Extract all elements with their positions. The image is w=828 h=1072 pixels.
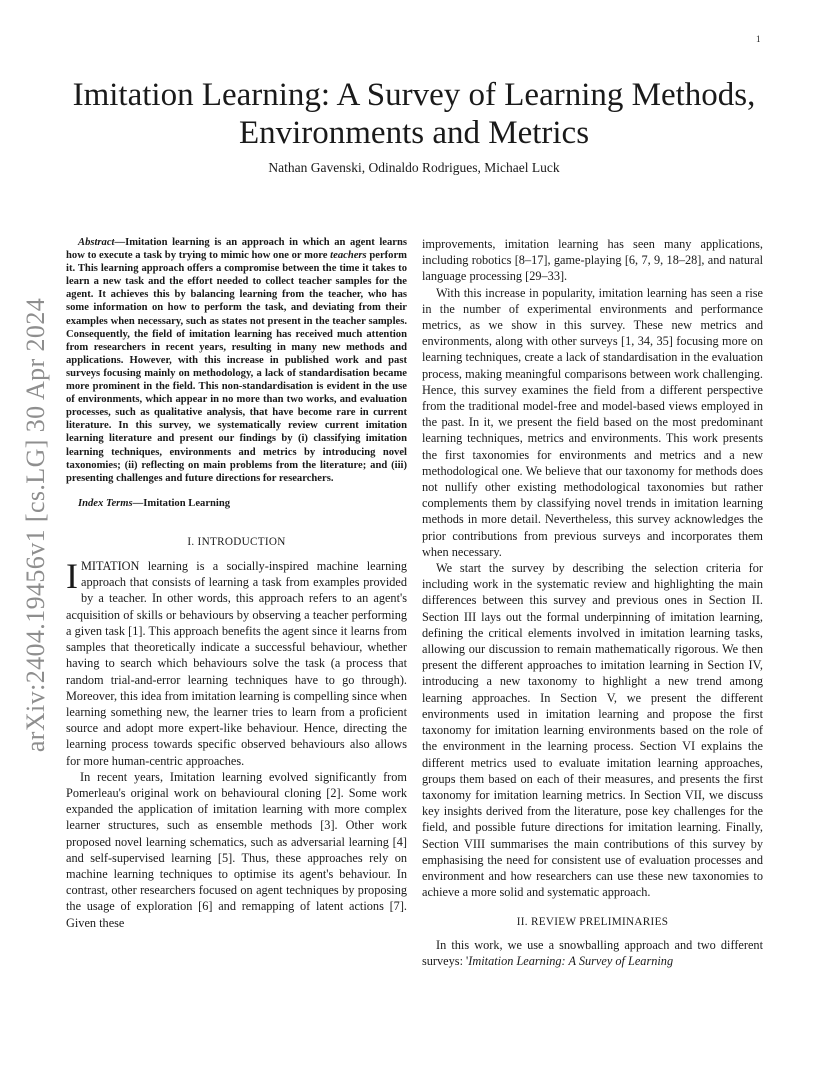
body-paragraph-1: improvements, imitation learning has seen many applications, including robotics [8–17], game-playing [6, 7, 9, 18–28], and natural language processing [29–33]. [422,237,763,284]
body-paragraph-4 [422,937,763,969]
drop-cap: I [66,556,78,597]
paper-title: Imitation Learning: A Survey of Learning Methods, Environments and Metrics [72,77,756,151]
section-numeral: I. [187,535,198,548]
abstract-label: Abstract [78,237,115,248]
abstract [66,236,407,485]
abstract-text-continued: perform it. This learning approach offers a compromise between the time it takes to learn a new task and the effort needed to collect teacher samples for the agent. It achieves this by balancing learning from the teacher, who has some information on how to perform the task, and deviating from their examples when necessary, such as states not present in the teacher samples. Consequently, the field of imitation learning has received much attention from researchers in recent years, resulting in many new methods and applications. However, with this increase in published work and past surveys focusing mainly on methodology, a lack of standardisation became more prominent in the field. This non-standardisation is evident in the use of environments, which appear in no more than two works, and evaluation processes, such as qualitative analysis, that have become rare in current literature. In this survey, we systematically review current imitation learning literature and present our findings by (i) classifying imitation learning techniques, environments and metrics by introducing novel taxonomies; (ii) reflecting on main problems from the literature; and (iii) presenting challenges and future directions for researchers. [66,250,407,484]
abstract-text: —Imitation learning is an approach in which an agent learns how to execute a task by trying to mimic how one or more [66,237,407,262]
section-initial: I [197,535,202,548]
body-paragraph-4-text: In this work, we use a snowballing approach and two different surveys: ' [422,937,763,968]
abstract-emphasis: teachers [330,250,367,262]
intro-paragraph-1-text: MITATION learning is a socially-inspired machine learning approach that consists of learning a task from examples provided by a teacher. In other words, this approach refers to an agent's acquisition of skills or behaviours by observing a teacher performing a given task [1]. This approach benefits the agent since it learns from samples that theoretically indicate a successful behaviour, whether having to search which behaviours solve the task (a process that random trial-and-error learning techniques have to go through). Moreover, this idea from imitation learning is compelling since when learning something new, the learner tries to learn from a proficient source and adopt more expert-like behaviour. Hence, directing the learning process towards specific observed behaviours also allows for more human-centric approaches. [66,559,408,768]
intro-paragraph-2: In recent years, Imitation learning evolved significantly from Pomerleau's original work on behavioural cloning [2]. Some work expanded the application of imitation learning with more complex learner structures, such as ensemble methods [3]. Other work proposed novel learning schematics, such as adversarial learning [4] and self-supervised learning [5]. Thus, these approaches rely on machine learning techniques to optimise its agent's behaviour. In contrast, other researchers focused on agent techniques by proposing the usage of exploration [6] and remapping of latent actions [7]. Given these [66,769,407,930]
right-column [422,236,763,969]
section-heading-introduction [66,534,407,550]
section-rest: EVIEW PRELIMINARIES [538,916,669,929]
paper-authors: Nathan Gavenski, Odinaldo Rodrigues, Michael Luck [268,160,560,175]
index-terms-label: Index Terms [78,497,133,509]
index-terms [66,497,407,510]
section-initial: R [531,916,539,929]
section-heading-review-preliminaries [422,914,763,930]
page-number: 1 [756,34,761,44]
left-column [66,236,407,931]
arxiv-identifier: arXiv:2404.19456v1 [cs.LG] 30 Apr 2024 [21,297,51,752]
body-paragraph-2: With this increase in popularity, imitation learning has seen a rise in the number of experimental environments and performance metrics, as we show in this survey. These new metrics and environments, along with other surveys [1, 34, 35] focusing more on learning techniques, create a lack of standardisation in the evaluation process, making meaningful comparisons between work challenging. Hence, this survey examines the field from a different perspective from the traditional model-free and model-based views employed in the past. In it, we present the field based on the most predominant learning techniques, metrics and environments. This work presents the first taxonomies for environments and metrics and a new methodological one. We believe that our taxonomy for methods does not nullify other existing methodological taxonomies but rather complements them by classifying novel trends in imitation learning methods in more detail. Nevertheless, this survey acknowledges the prior contributions from previous surveys and incorporates them when necessary. [422,285,763,559]
intro-paragraph-1 [66,558,407,769]
body-paragraph-3: We start the survey by describing the selection criteria for including work in the systematic review and highlighting the main differences between this survey and previous ones in Section II. Section III lays out the formal underpinning of imitation learning, defining the critical elements involved in imitation learning tasks, allowing our discussion to remain mathematically rigorous. We then present the different approaches to imitation learning in Section IV, introducing a new taxonomy to highlight a new trend among learning approaches. In Section V, we present the different environments used in imitation learning and propose the first taxonomy for imitation learning environments based on the role of the environment in the learning process. Section VI explains the different metrics used to evaluate imitation learning approaches, groups them based on each of their measures, and presents the first taxonomy for imitation learning metrics. In Section VII, we discuss key insights derived from the literature, pose key challenges for the field, and possible future directions for imitation learning. Finally, Section VIII summarises the main contributions of this survey by emphasising the need for consistent use of evaluation processes and environment and how researchers can use these new taxonomies to achieve a more solid and systematic approach. [422,561,763,900]
arxiv-side-stamp [2,287,70,762]
index-terms-text: —Imitation Learning [132,497,231,509]
section-numeral: II. [516,916,531,929]
section-rest: NTRODUCTION [201,535,286,548]
survey-title-emphasis: Imitation Learning: A Survey of Learning [468,953,674,968]
